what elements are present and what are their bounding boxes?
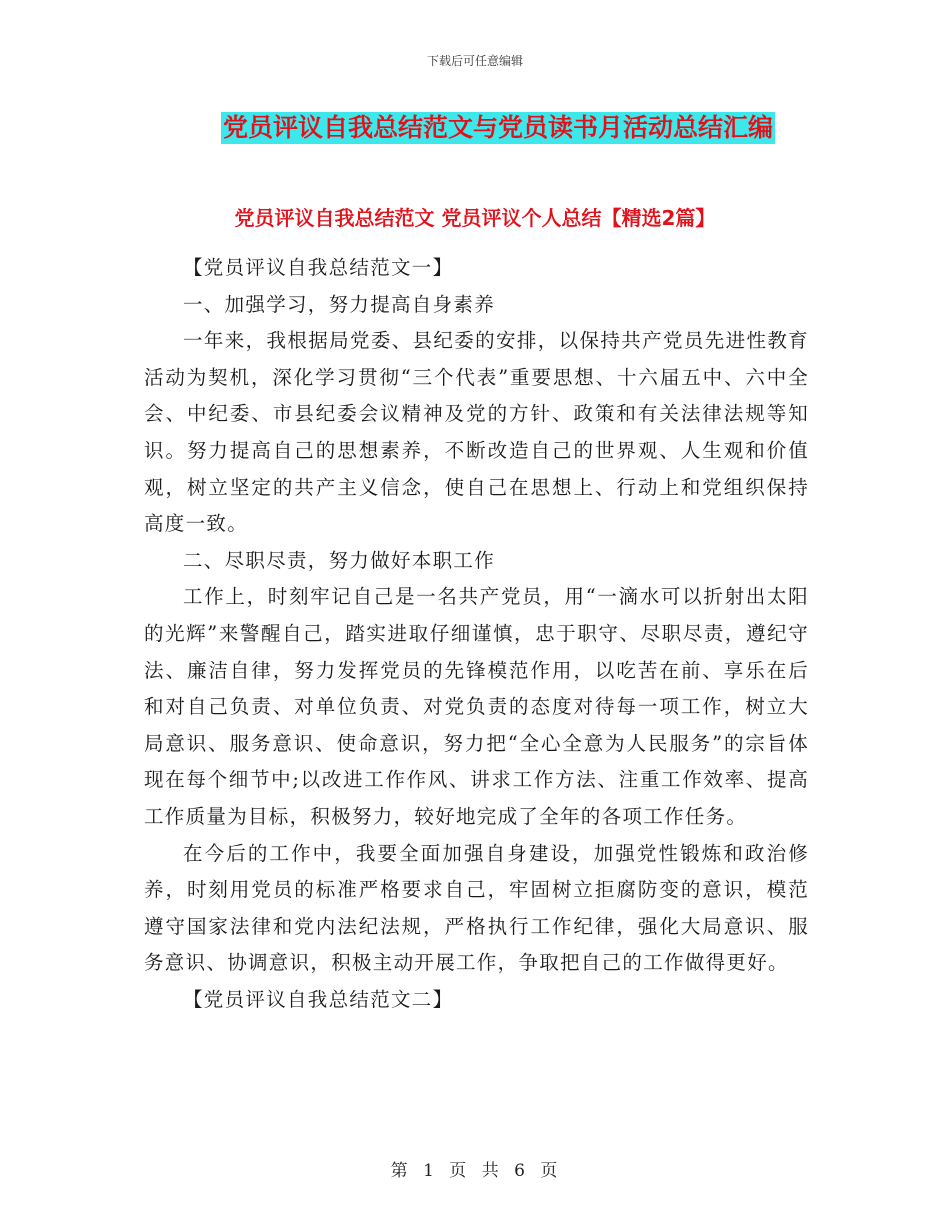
section-heading-1: 【党员评议自我总结范文一】 xyxy=(183,256,454,279)
sub-title: 党员评议自我总结范文 党员评议个人总结【精选2篇】 xyxy=(234,206,716,230)
paragraph-duty: 工作上，时刻牢记自己是一名共产党员，用“一滴水可以折射出太阳的光辉”来警醒自己，踏实进取仔细谨慎，忠于职守、尽职尽责，遵纪守法、廉洁自律，努力发挥党员的先锋模范作用，以吃苦在前、享乐在后和对自己负责、对单位负责、对党负责的态度对待每一项工作，树立大局意识、服务意识、使命意识，努力把“全心全意为人民服务”的宗旨体现在每个细节中;以改进工作作风、讲求工作方法、注重工作效率、提高工作质量为目标，积极努力，较好地完成了全年的各项工作任务。 xyxy=(144,585,809,828)
main-title: 党员评议自我总结范文与党员读书月活动总结汇编 xyxy=(222,113,773,142)
paragraph-future: 在今后的工作中，我要全面加强自身建设，加强党性锻炼和政治修养，时刻用党员的标准严格要求自己，牢固树立拒腐防变的意识，模范遵守国家法律和党内法纪法规，严格执行工作纪律，强化大局意识、服务意识、协调意识，积极主动开展工作，争取把自己的工作做得更好。 xyxy=(144,841,809,975)
document-body xyxy=(144,250,809,1018)
paragraph-heading-duty: 二、尽职尽责，努力做好本职工作 xyxy=(183,548,496,572)
page-number: 第 1 页 共 6 页 xyxy=(390,1161,560,1181)
main-title-container xyxy=(0,112,950,144)
paragraph-heading-learning: 一、加强学习，努力提高自身素养 xyxy=(183,292,496,316)
section-heading-2: 【党员评议自我总结范文二】 xyxy=(183,987,454,1011)
paragraph-learning: 一年来，我根据局党委、县纪委的安排，以保持共产党员先进性教育活动为契机，深化学习贯彻“三个代表”重要思想、十六届五中、六中全会、中纪委、市县纪委会议精神及党的方针、政策和有关法律法规等知识。努力提高自己的思想素养，不断改造自己的世界观、人生观和价值观，树立坚定的共产主义信念，使自己在思想上、行动上和党组织保持高度一致。 xyxy=(144,329,809,536)
page-header-note: 下载后可任意编辑 xyxy=(426,54,523,68)
